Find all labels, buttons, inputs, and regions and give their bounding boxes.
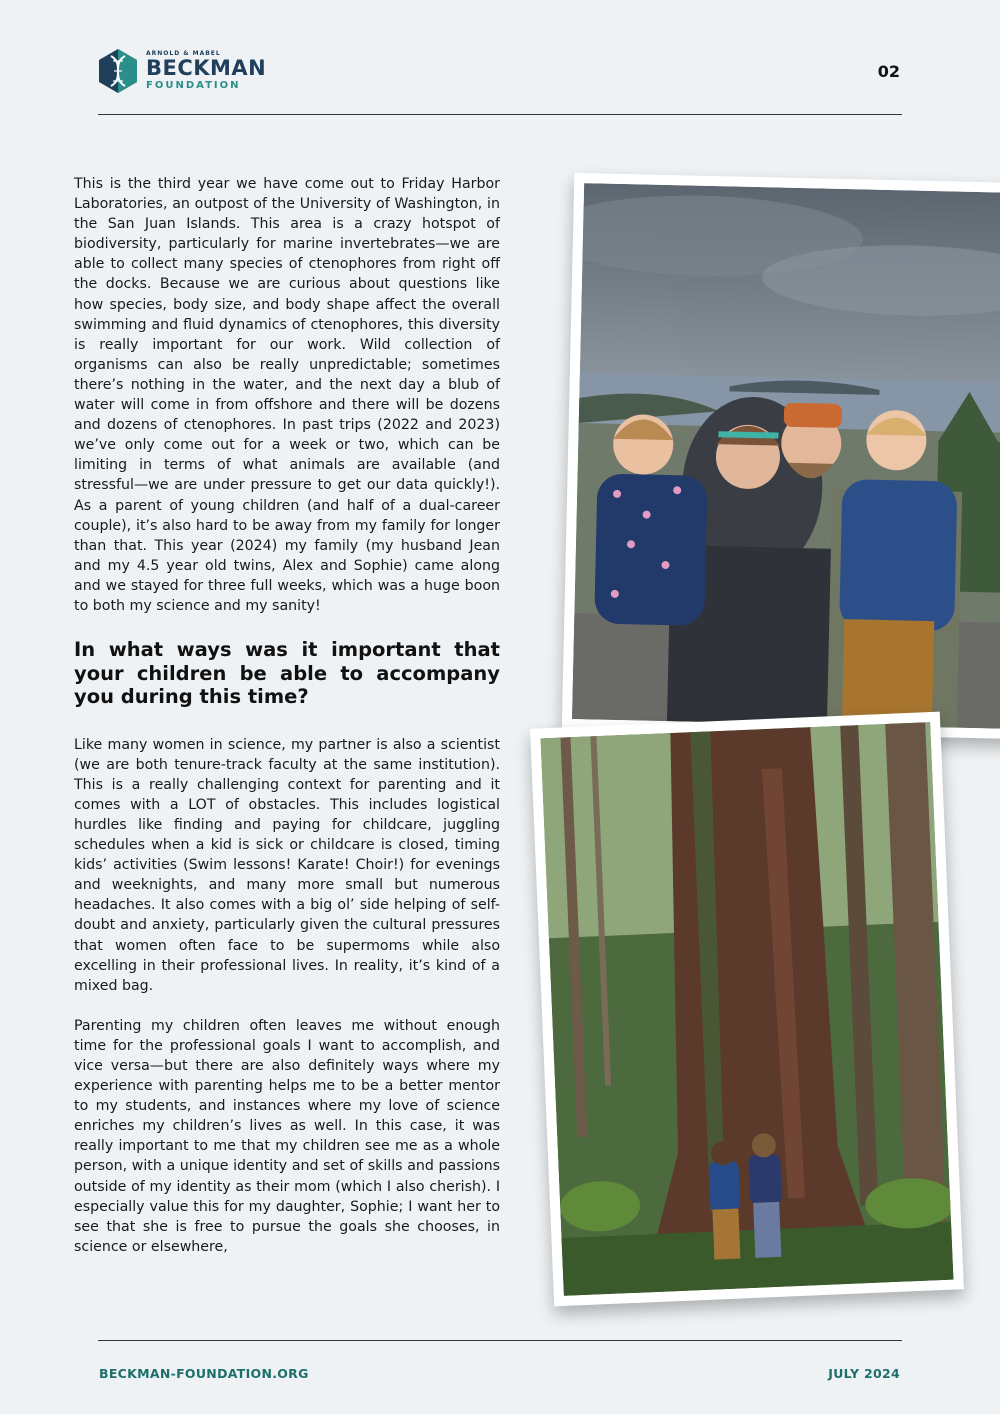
footer-divider [98, 1340, 902, 1341]
article-column [74, 174, 500, 1257]
logo-name: BECKMAN [146, 56, 267, 80]
family-photo [562, 173, 1000, 739]
forest-tree-photo [530, 712, 964, 1307]
logo-subtitle: FOUNDATION [146, 80, 241, 91]
page-number: 02 [877, 62, 900, 81]
foundation-logo [98, 48, 266, 94]
dna-hexagon-icon [98, 48, 138, 94]
logo-small-text: ARNOLD & MABEL [146, 50, 221, 57]
footer-website-link[interactable]: BECKMAN-FOUNDATION.ORG [99, 1366, 309, 1381]
article-paragraph-2: Like many women in science, my partner is also a scientist (we are both tenure-track faculty at the same institution). This is a really challenging context for parenting and it comes with a LOT of obstacles. This includes logistical hurdles like finding and paying for childcare, juggling schedules when a kid is sick or childcare is closed, timing kids’ activities (Swim lessons! Karate! Choir!) for evenings and weeknights, and many more small but numerous headaches. It also comes with a big ol’ side helping of self-doubt and anxiety, particularly given the cultural pressures that women often face to be supermoms while also excelling in their professional lives. In reality, it’s kind of a mixed bag. [74, 736, 500, 994]
article-paragraph-3: Parenting my children often leaves me without enough time for the professional goals I want to accomplish, and vice versa—but there are also definitely ways where my experience with parenting helps me to be a better mentor to my students, and instances where my love of science enriches my children’s lives as well. In this case, it was really important to me that my children see me as a whole person, with a unique identity and set of skills and passions outside of my identity as their mom (which I also cherish). I especially value this for my daughter, Sophie; I want her to see that she is free to pursue the goals she chooses, in science or elsewhere, [74, 1017, 500, 1255]
footer-date: JULY 2024 [828, 1366, 900, 1381]
article-paragraph-1: This is the third year we have come out to Friday Harbor Laboratories, an outpost of the University of Washington, in the San Juan Islands. This area is a crazy hotspot of biodiversity, particularly for marine invertebrates—we are able to collect many species of ctenophores from right off the docks. Because we are curious about questions like how species, body size, and body shape affect the overall swimming and fluid dynamics of ctenophores, this diversity is really important for our work. Wild collection of organisms can also be really unpredictable; sometimes there’s nothing in the water, and the next day a blub of water will come in from offshore and there will be dozens and dozens of ctenophores. In past trips (2022 and 2023) we’ve only come out for a week or two, which can be limiting in terms of what animals are available (and stressful—we are under pressure to get our data quickly!). As a parent of young children (and half of a dual-career couple), it’s also hard to be away from my family for longer than that. This year (2024) my family (my husband Jean and my 4.5 year old twins, Alex and Sophie) came along and we stayed for three full weeks, which was a huge boon to both my science and my sanity! [74, 176, 500, 614]
header-divider [98, 114, 902, 115]
interview-question: In what ways was it important that your children be able to accompany you during this time? [74, 638, 500, 709]
